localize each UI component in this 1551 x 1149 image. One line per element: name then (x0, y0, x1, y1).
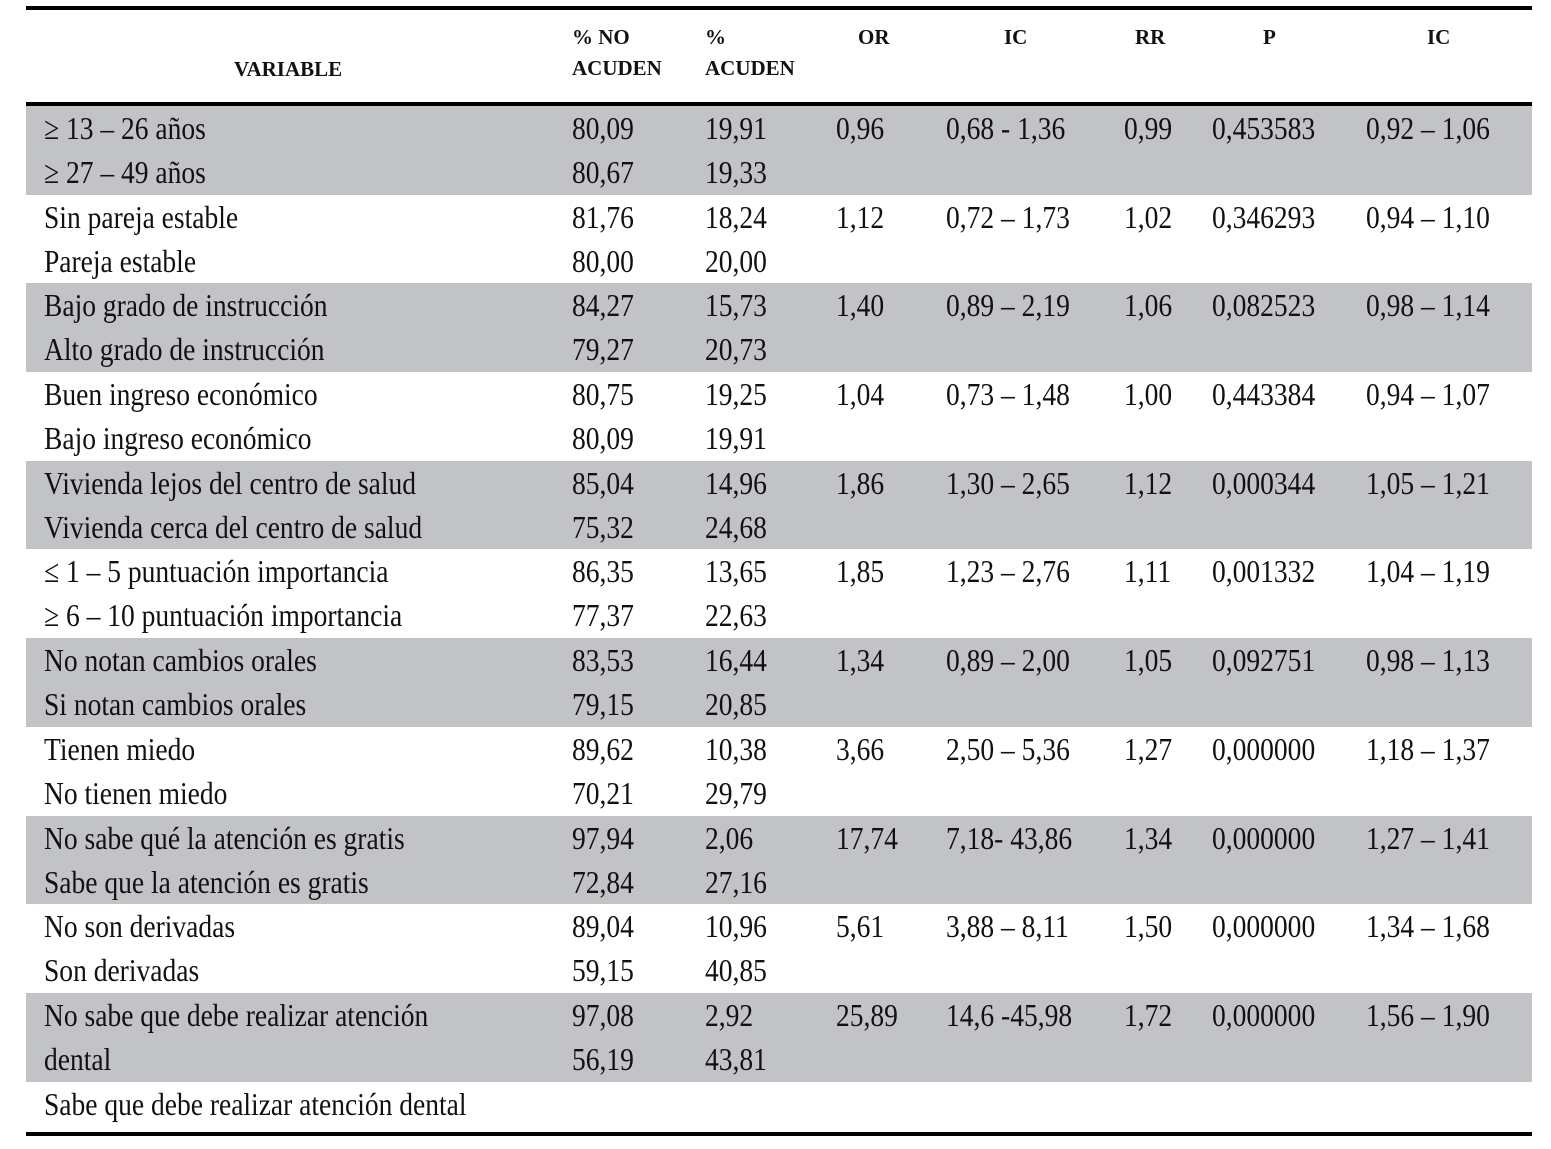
ic-cell: 1,30 – 2,65 (946, 464, 1070, 501)
ic-cell: 14,6 -45,98 (946, 996, 1073, 1033)
p-cell: 0,443384 (1212, 376, 1316, 413)
no-acuden-cell: 59,15 (572, 952, 634, 989)
rr-cell: 1,11 (1124, 553, 1172, 590)
p-cell: 0,082523 (1212, 287, 1316, 324)
no-acuden-cell: 70,21 (572, 774, 634, 811)
ic-cell: 2,50 – 5,36 (946, 730, 1070, 767)
variable-cell: Vivienda lejos del centro de salud (44, 464, 417, 501)
p-cell: 0,000000 (1212, 730, 1316, 767)
no-acuden-cell: 81,76 (572, 198, 634, 235)
header-acuden-line2: ACUDEN (705, 56, 795, 80)
acuden-cell: 15,73 (705, 287, 767, 324)
acuden-cell: 19,25 (705, 376, 767, 413)
p-cell: 0,453583 (1212, 110, 1316, 146)
variable-cell: Son derivadas (44, 952, 200, 989)
acuden-cell: 10,38 (705, 730, 767, 767)
rr-cell: 1,50 (1124, 908, 1173, 945)
variable-cell: Bajo grado de instrucción (44, 287, 328, 324)
acuden-cell: 2,06 (705, 819, 754, 856)
no-acuden-cell: 83,53 (572, 642, 634, 679)
or-cell: 1,40 (836, 287, 885, 324)
no-acuden-cell: 79,15 (572, 686, 634, 723)
p-cell: 0,000344 (1212, 464, 1316, 501)
variable-cell: No sabe que debe realizar atención (44, 996, 429, 1033)
p-cell: 0,000000 (1212, 908, 1316, 945)
no-acuden-cell: 89,04 (572, 908, 634, 945)
rr-cell: 1,72 (1124, 996, 1173, 1033)
table-bottom-rule (26, 1132, 1532, 1136)
no-acuden-cell: 72,84 (572, 863, 634, 900)
variable-cell: dental (44, 1040, 112, 1077)
ic2-cell: 1,18 – 1,37 (1366, 730, 1490, 767)
or-cell: 1,86 (836, 464, 885, 501)
results-table (26, 6, 1532, 1136)
acuden-cell: 18,24 (705, 198, 767, 235)
ic2-cell: 0,98 – 1,13 (1366, 642, 1490, 679)
variable-cell: Bajo ingreso económico (44, 420, 312, 457)
variable-cell: ≥ 27 – 49 años (44, 154, 206, 190)
ic-cell: 7,18- 43,86 (946, 819, 1073, 856)
ic-cell: 0,89 – 2,00 (946, 642, 1070, 679)
no-acuden-cell: 80,00 (572, 242, 634, 279)
acuden-cell: 43,81 (705, 1040, 767, 1077)
table-row-group (26, 461, 1532, 550)
ic2-cell: 1,34 – 1,68 (1366, 908, 1490, 945)
acuden-cell: 20,73 (705, 331, 767, 368)
acuden-cell: 19,33 (705, 154, 767, 190)
no-acuden-cell: 97,94 (572, 819, 634, 856)
ic-cell: 0,73 – 1,48 (946, 376, 1070, 413)
p-cell: 0,000000 (1212, 996, 1316, 1033)
acuden-cell: 10,96 (705, 908, 767, 945)
table-row-group (26, 816, 1532, 905)
variable-cell: ≥ 6 – 10 puntuación importancia (44, 597, 403, 634)
acuden-cell: 24,68 (705, 508, 767, 545)
header-p: P (1263, 25, 1276, 49)
rr-cell: 1,06 (1124, 287, 1173, 324)
acuden-cell: 22,63 (705, 597, 767, 634)
acuden-cell: 19,91 (705, 420, 767, 457)
header-variable: VARIABLE (234, 57, 343, 81)
variable-cell: Si notan cambios orales (44, 686, 307, 723)
acuden-cell: 19,91 (705, 110, 767, 146)
no-acuden-cell: 75,32 (572, 508, 634, 545)
ic-cell: 0,89 – 2,19 (946, 287, 1070, 324)
no-acuden-cell: 84,27 (572, 287, 634, 324)
table-row-group (26, 993, 1532, 1082)
table-row-group (26, 638, 1532, 727)
acuden-cell: 20,00 (705, 242, 767, 279)
ic2-cell: 0,94 – 1,10 (1366, 198, 1490, 235)
acuden-cell: 14,96 (705, 464, 767, 501)
variable-cell: No sabe qué la atención es gratis (44, 819, 405, 856)
variable-cell: No son derivadas (44, 908, 236, 945)
variable-cell: ≥ 13 – 26 años (44, 110, 206, 146)
acuden-cell: 13,65 (705, 553, 767, 590)
header-or: OR (858, 25, 890, 49)
variable-cell: ≤ 1 – 5 puntuación importancia (44, 553, 389, 590)
rr-cell: 1,12 (1124, 464, 1173, 501)
table-row-group (26, 195, 1532, 284)
acuden-cell: 29,79 (705, 774, 767, 811)
table-row-group (26, 283, 1532, 372)
p-cell: 0,346293 (1212, 198, 1316, 235)
variable-cell: Sin pareja estable (44, 198, 239, 235)
rr-cell: 1,34 (1124, 819, 1173, 856)
or-cell: 1,12 (836, 198, 885, 235)
acuden-cell: 20,85 (705, 686, 767, 723)
no-acuden-cell: 56,19 (572, 1040, 634, 1077)
table-row-group (26, 106, 1532, 195)
ic2-cell: 0,94 – 1,07 (1366, 376, 1490, 413)
or-cell: 1,34 (836, 642, 885, 679)
no-acuden-cell: 80,67 (572, 154, 634, 190)
no-acuden-cell: 77,37 (572, 597, 634, 634)
trailing-row-variable: Sabe que debe realizar atención dental (44, 1085, 467, 1122)
variable-cell: No notan cambios orales (44, 642, 317, 679)
no-acuden-cell: 80,75 (572, 376, 634, 413)
acuden-cell: 16,44 (705, 642, 767, 679)
or-cell: 17,74 (836, 819, 898, 856)
p-cell: 0,001332 (1212, 553, 1316, 590)
variable-cell: Pareja estable (44, 242, 197, 279)
header-ic: IC (1004, 25, 1028, 49)
or-cell: 1,85 (836, 553, 885, 590)
ic2-cell: 1,05 – 1,21 (1366, 464, 1490, 501)
or-cell: 5,61 (836, 908, 885, 945)
table-row-group (26, 904, 1532, 993)
rr-cell: 0,99 (1124, 110, 1173, 146)
acuden-cell: 40,85 (705, 952, 767, 989)
acuden-cell: 27,16 (705, 863, 767, 900)
variable-cell: Buen ingreso económico (44, 376, 318, 413)
no-acuden-cell: 80,09 (572, 110, 634, 146)
variable-cell: Alto grado de instrucción (44, 331, 325, 368)
ic2-cell: 1,27 – 1,41 (1366, 819, 1490, 856)
no-acuden-cell: 79,27 (572, 331, 634, 368)
header-no-acuden-line2: ACUDEN (572, 56, 662, 80)
table-row-group (26, 549, 1532, 638)
acuden-cell: 2,92 (705, 996, 754, 1033)
table-body (26, 106, 1532, 1082)
header-no-acuden-line1: % NO (572, 25, 630, 49)
table-row-group (26, 727, 1532, 816)
ic2-cell: 1,04 – 1,19 (1366, 553, 1490, 590)
header-acuden-line1: % (705, 25, 726, 49)
no-acuden-cell: 85,04 (572, 464, 634, 501)
rr-cell: 1,00 (1124, 376, 1173, 413)
table-header (26, 10, 1532, 102)
ic2-cell: 1,56 – 1,90 (1366, 996, 1490, 1033)
no-acuden-cell: 97,08 (572, 996, 634, 1033)
rr-cell: 1,27 (1124, 730, 1173, 767)
variable-cell: Vivienda cerca del centro de salud (44, 508, 423, 545)
variable-cell: Tienen miedo (44, 730, 196, 767)
p-cell: 0,092751 (1212, 642, 1316, 679)
no-acuden-cell: 80,09 (572, 420, 634, 457)
ic-cell: 3,88 – 8,11 (946, 908, 1069, 945)
ic-cell: 0,68 - 1,36 (946, 110, 1066, 146)
rr-cell: 1,02 (1124, 198, 1173, 235)
header-rr: RR (1135, 25, 1166, 49)
ic-cell: 0,72 – 1,73 (946, 198, 1070, 235)
rr-cell: 1,05 (1124, 642, 1173, 679)
or-cell: 25,89 (836, 996, 898, 1033)
ic-cell: 1,23 – 2,76 (946, 553, 1070, 590)
variable-cell: Sabe que la atención es gratis (44, 863, 369, 900)
trailing-row (26, 1082, 1532, 1126)
ic2-cell: 0,92 – 1,06 (1366, 110, 1490, 146)
no-acuden-cell: 86,35 (572, 553, 634, 590)
p-cell: 0,000000 (1212, 819, 1316, 856)
variable-cell: No tienen miedo (44, 774, 228, 811)
no-acuden-cell: 89,62 (572, 730, 634, 767)
ic2-cell: 0,98 – 1,14 (1366, 287, 1490, 324)
or-cell: 3,66 (836, 730, 885, 767)
header-ic2: IC (1427, 25, 1451, 49)
or-cell: 1,04 (836, 376, 885, 413)
table-row-group (26, 372, 1532, 461)
or-cell: 0,96 (836, 110, 885, 146)
